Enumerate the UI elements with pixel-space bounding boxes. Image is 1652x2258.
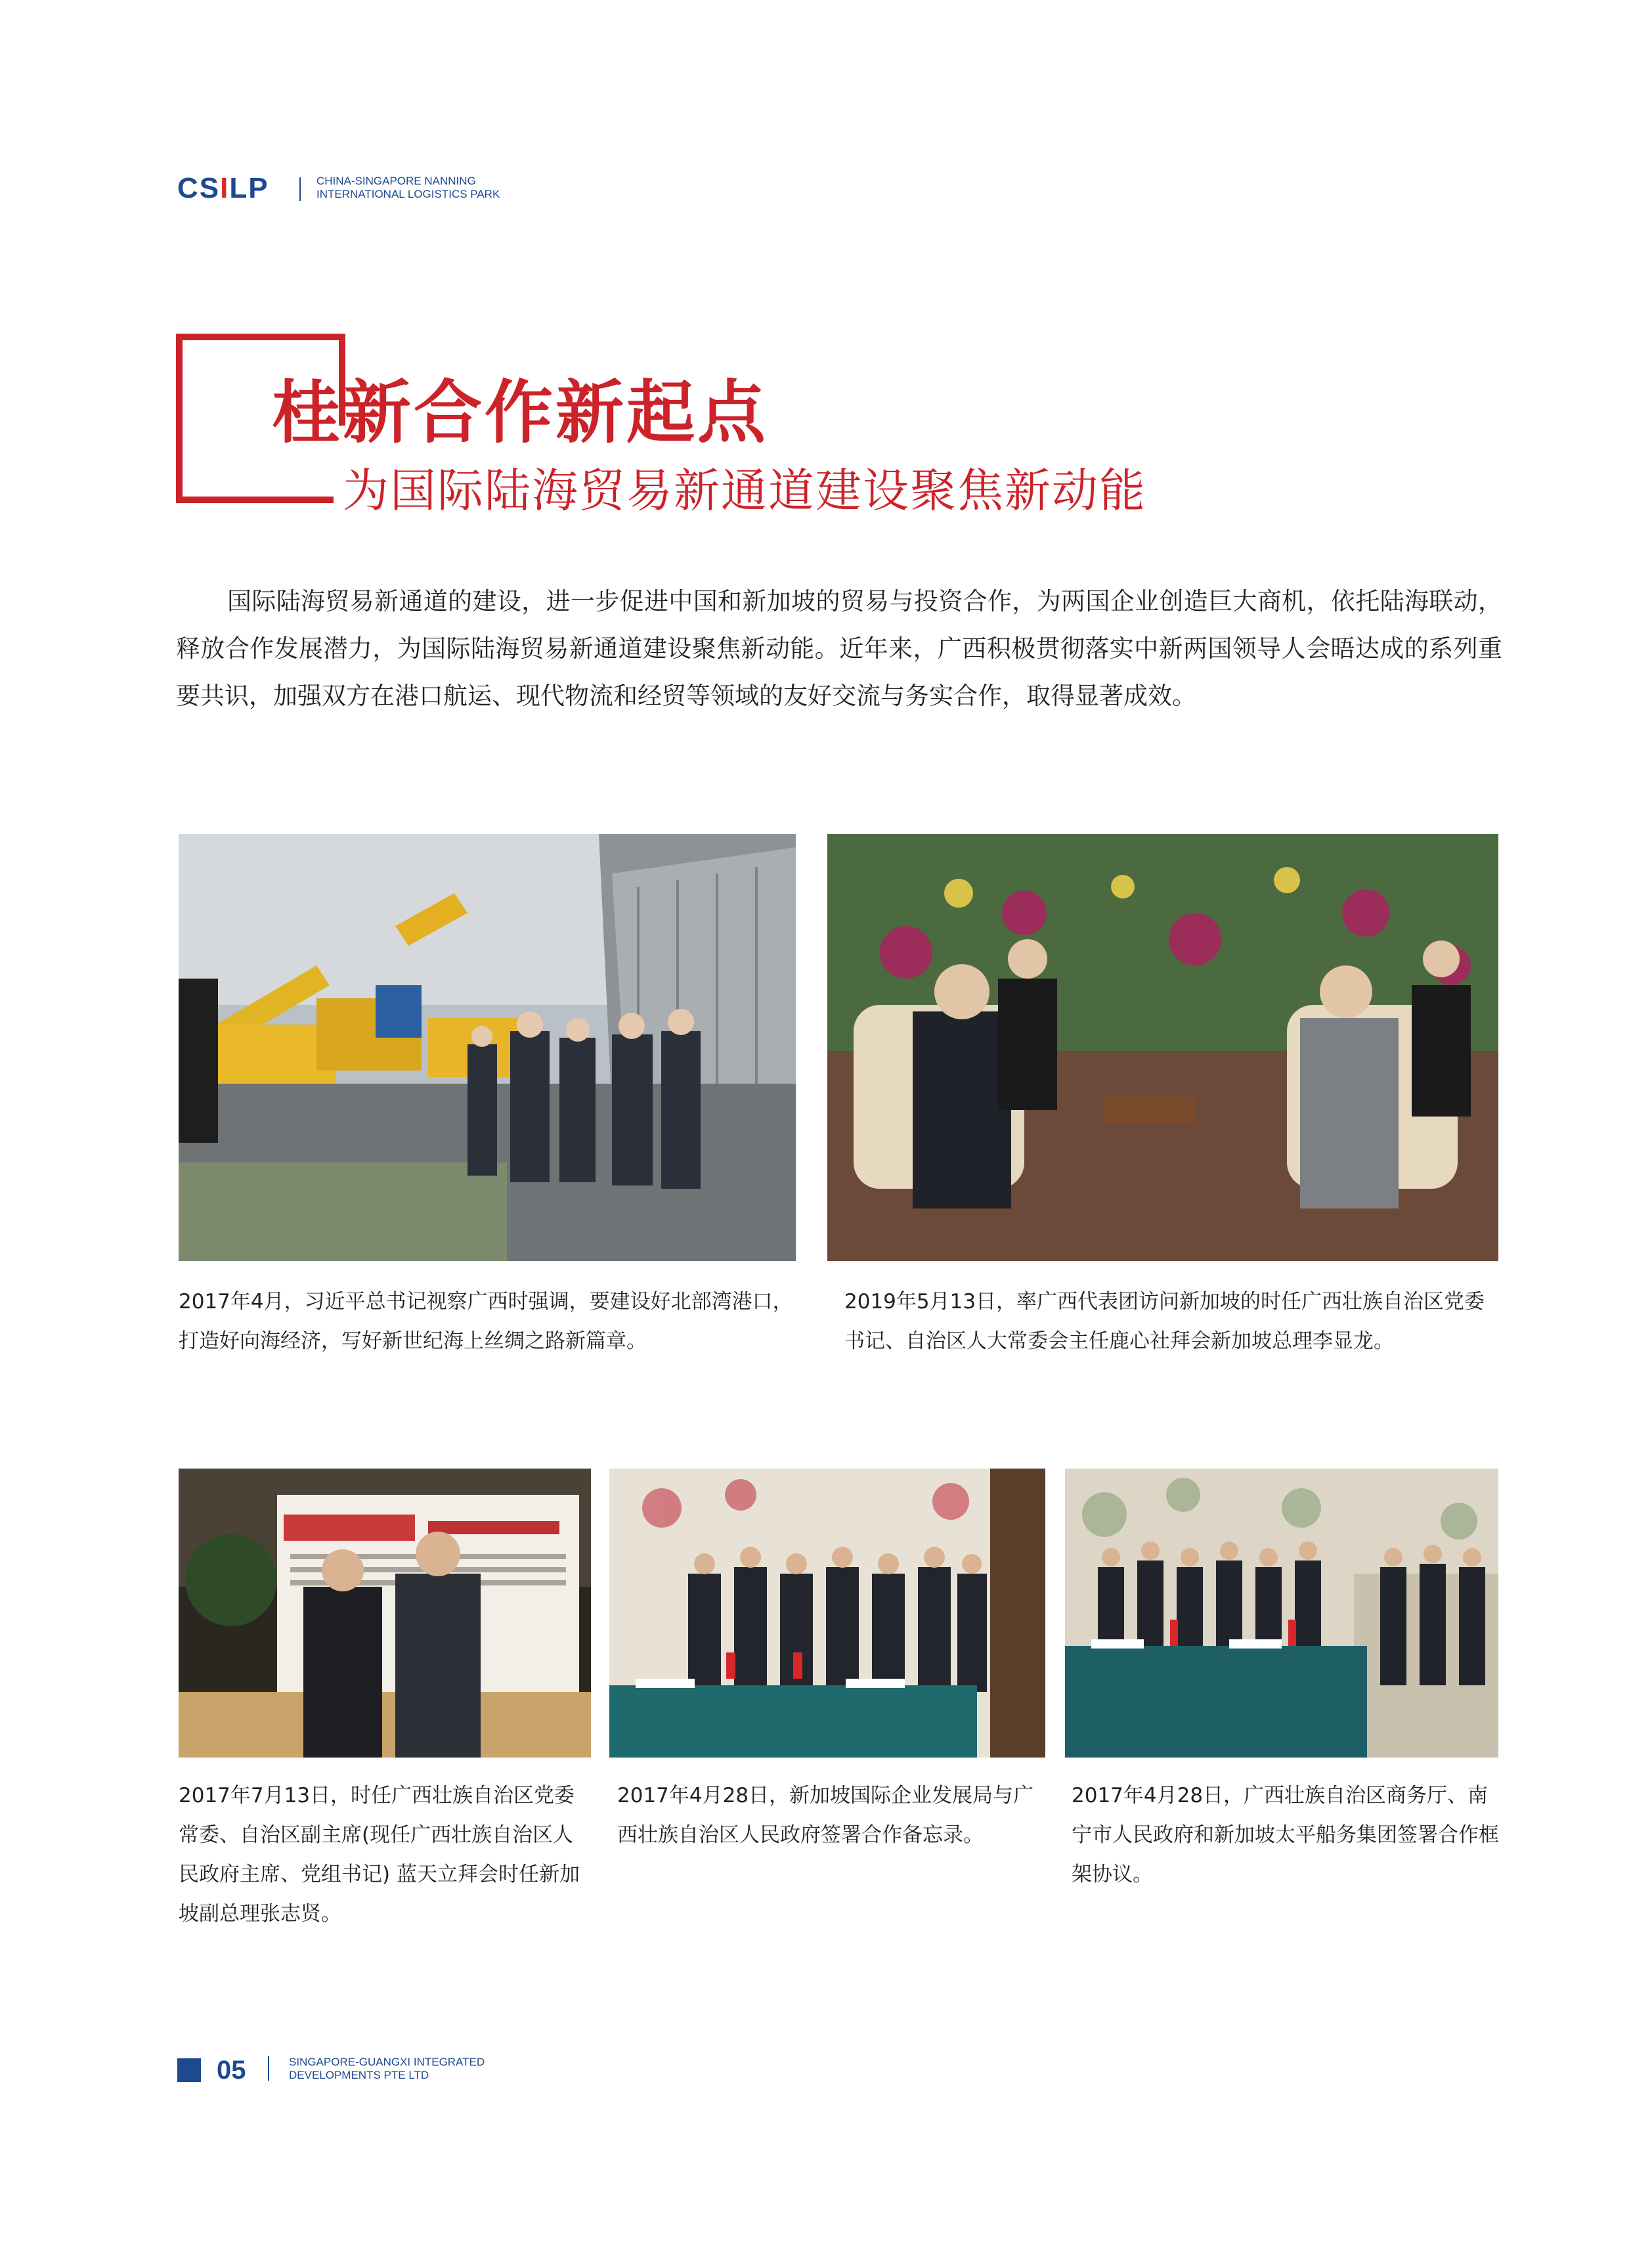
- page-marker: [177, 2058, 201, 2082]
- page-number: 05: [217, 2056, 246, 2085]
- csilp-logo: [177, 173, 269, 204]
- intro-paragraph: 国际陆海贸易新通道的建设，进一步促进中国和新加坡的贸易与投资合作，为两国企业创造巨大商机，依托陆海联动，释放合作发展潜力，为国际陆海贸易新通道建设聚焦新动能。近年来，广西积极贯彻落实中新两国领导人会晤达成的系列重要共识，加强双方在港口航运、现代物流和经贸等领域的友好交流与务实合作，取得显著成效。: [176, 587, 1502, 710]
- footer-company: [289, 2056, 485, 2082]
- page-subtitle: 为国际陆海贸易新通道建设聚焦新动能: [343, 464, 1146, 518]
- photo-caption: 2017年4月，习近平总书记视察广西时强调，要建设好北部湾港口，打造好向海经济，写好新世纪海上丝绸之路新篇章。: [179, 1290, 793, 1353]
- logo-subtitle: [316, 175, 500, 201]
- logo-subtitle-line1: CHINA-SINGAPORE NANNING: [316, 175, 476, 187]
- logo-divider: [299, 177, 301, 201]
- photo-meeting: [827, 834, 1498, 1261]
- photo-framework-signing: [1065, 1469, 1498, 1758]
- photo-caption: 2017年7月13日，时任广西壮族自治区党委常委、自治区副主席(现任广西壮族自治区人民政府主席、党组书记) 蓝天立拜会时任新加坡副总理张志贤。: [179, 1784, 580, 1926]
- footer-company-line1: SINGAPORE-GUANGXI INTEGRATED: [289, 2056, 485, 2068]
- page-title: 桂新合作新起点: [272, 372, 769, 453]
- photo-caption: 2019年5月13日，率广西代表团访问新加坡的时任广西壮族自治区党委书记、自治区人大常委会主任鹿心社拜会新加坡总理李显龙。: [844, 1290, 1485, 1353]
- title-bracket: [176, 334, 183, 503]
- photo-inspection: [179, 834, 796, 1261]
- photo-mou-signing: [609, 1469, 1045, 1758]
- photo-handshake: [179, 1469, 591, 1758]
- logo-wordmark: CSILP: [177, 172, 269, 204]
- footer-divider: [268, 2056, 269, 2081]
- title-bracket: [176, 334, 345, 340]
- logo-subtitle-line2: INTERNATIONAL LOGISTICS PARK: [316, 188, 500, 200]
- title-bracket: [176, 497, 334, 503]
- footer-company-line2: DEVELOPMENTS PTE LTD: [289, 2069, 429, 2081]
- photo-caption: 2017年4月28日，广西壮族自治区商务厅、南宁市人民政府和新加坡太平船务集团签署合作框架协议。: [1072, 1784, 1499, 1886]
- photo-caption: 2017年4月28日，新加坡国际企业发展局与广西壮族自治区人民政府签署合作备忘录。: [617, 1784, 1034, 1847]
